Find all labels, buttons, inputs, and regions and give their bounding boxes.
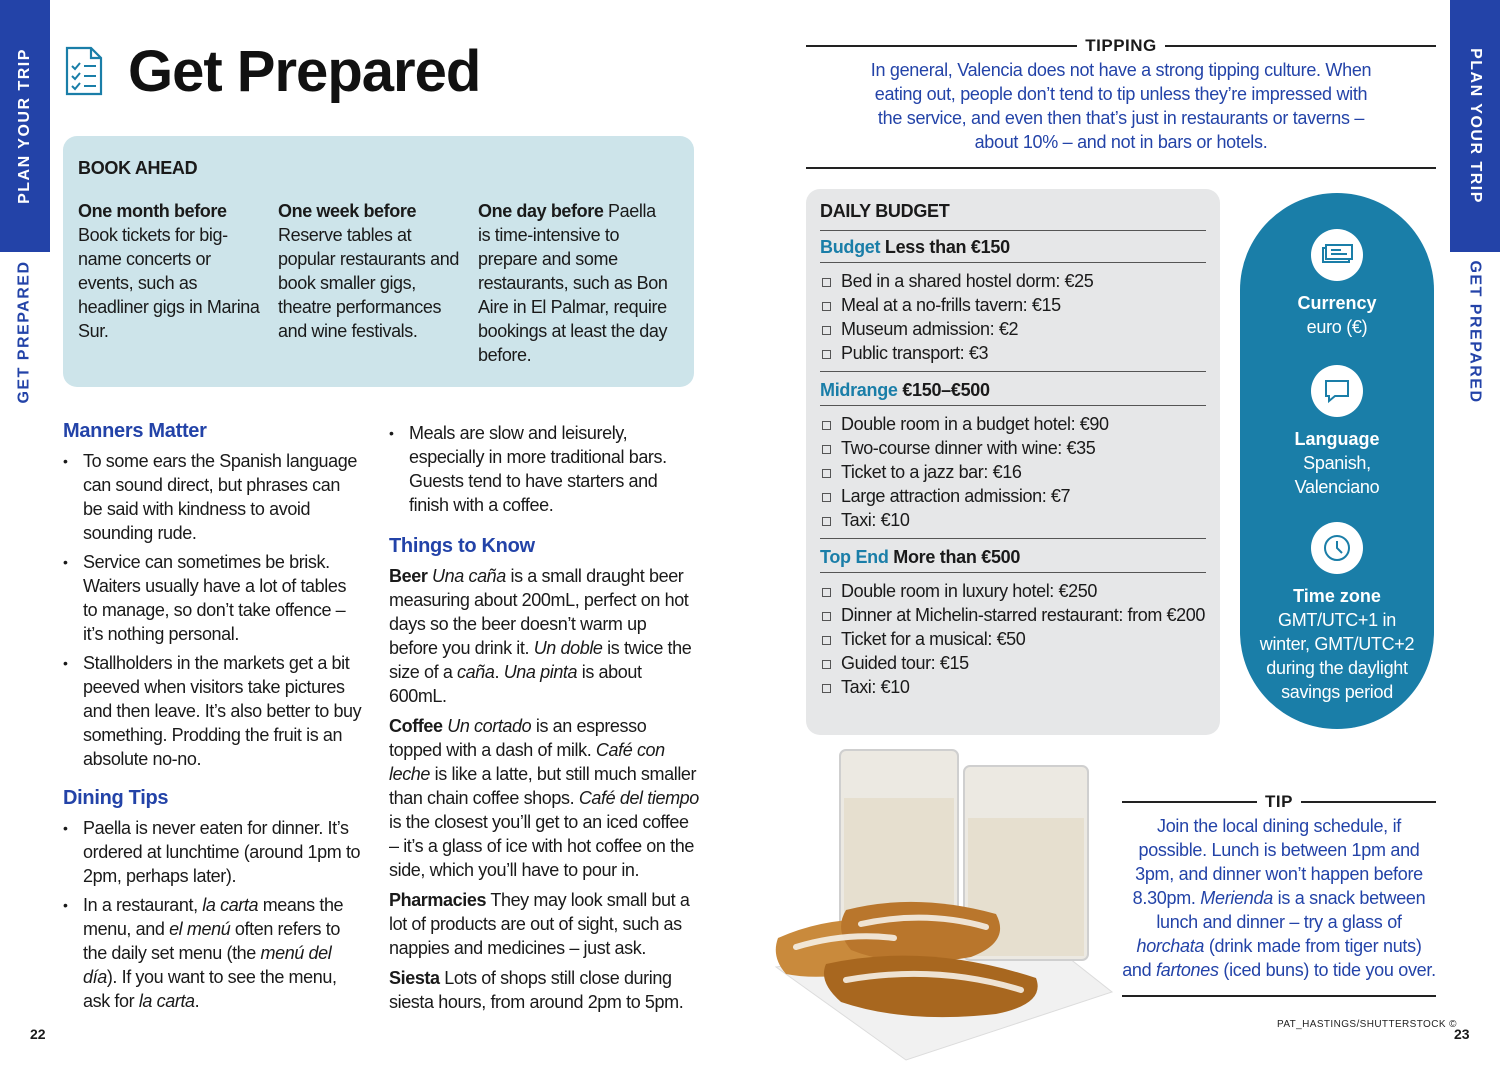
tipping-heading: TIPPING	[1085, 36, 1157, 55]
beer-paragraph: Beer Una caña is a small draught beer measuring about 200mL, perfect on hot days so the beer doesn’t warm up before you drink it. Un doble is twice the size of a caña. Una pinta is about 600mL.	[389, 566, 692, 706]
manners-heading: Manners Matter	[63, 420, 207, 442]
list-item: • Service can sometimes be brisk. Waiters usually have a lot of tables to manage, so don’t take offence – it’s nothing personal.	[63, 550, 363, 646]
list-item: • To some ears the Spanish language can sound direct, but phrases can be said with kindness to avoid sounding rude.	[63, 449, 363, 545]
dining-list	[63, 816, 363, 1013]
pharmacies-paragraph: Pharmacies They may look small but a lot of products are out of sight, such as nappies and medicines – just ask.	[389, 890, 690, 958]
book-ahead-text: Reserve tables at popular restaurants and book smaller gigs, theatre performances and wine festivals.	[278, 225, 459, 341]
list-item: Public transport: €3	[820, 341, 1206, 365]
list-item: Meal at a no-frills tavern: €15	[820, 293, 1206, 317]
timezone-label: Time zone	[1293, 586, 1381, 606]
list-item: • Paella is never eaten for dinner. It’s ordered at lunchtime (around 1pm to 2pm, perhaps later).	[63, 816, 363, 888]
tier-list	[820, 412, 1206, 539]
page-title: Get Prepared	[128, 39, 481, 104]
list-item: Double room in luxury hotel: €250	[820, 579, 1206, 603]
list-item: • Meals are slow and leisurely, especially in more traditional bars. Guests tend to have starters and finish with a coffee.	[389, 421, 699, 517]
currency-label: Currency	[1297, 293, 1377, 313]
tip-text: Join the local dining schedule, if possible. Lunch is between 1pm and 3pm, and dinner won’t happen before 8.30pm. Merienda is a snack between lunch and dinner – try a glass of horchata (drink made from tiger nuts) and fartones (iced buns) to tide you over.	[1122, 816, 1436, 980]
side-tab-plan-your-trip-right[interactable]	[1450, 0, 1500, 252]
side-tab-get-prepared-left[interactable]	[0, 252, 50, 412]
side-tab-label: PLAN YOUR TRIP	[1467, 48, 1485, 204]
checklist-icon	[63, 46, 105, 96]
side-tab-get-prepared-right[interactable]	[1450, 252, 1500, 412]
list-item: • Stallholders in the markets get a bit peeved when visitors take pictures and then leave. It’s also better to buy something. Prodding the fruit is an absolute no-no.	[63, 651, 363, 771]
list-item: Museum admission: €2	[820, 317, 1206, 341]
page-number-left: 22	[30, 1026, 46, 1042]
list-item: Ticket to a jazz bar: €16	[820, 460, 1206, 484]
language-info	[1240, 365, 1434, 499]
list-item: Taxi: €10	[820, 508, 1206, 532]
side-tab-label: PLAN YOUR TRIP	[16, 48, 34, 204]
banknotes-icon	[1311, 229, 1363, 281]
side-tab-plan-your-trip-left[interactable]	[0, 0, 50, 252]
book-ahead-lead: One week before	[278, 201, 417, 221]
dining-heading: Dining Tips	[63, 787, 169, 809]
tier-list	[820, 579, 1206, 705]
manners-list	[63, 449, 363, 771]
timezone-info	[1240, 522, 1434, 704]
coffee-paragraph: Coffee Un cortado is an espresso topped with a dash of milk. Café con leche is like a latte, but still much smaller than chain coffee shops. Café del tiempo is the closest you’ll get to an iced coffee – it’s a glass of ice with hot coffee on the side, which you’ll have to pour in.	[389, 716, 699, 880]
list-item: • In a restaurant, la carta means the menu, and el menú often refers to the daily set menu (the menú del día). If you want to see the menu, ask for la carta.	[63, 893, 363, 1013]
list-item: Two-course dinner with wine: €35	[820, 436, 1206, 460]
budget-heading: DAILY BUDGET	[820, 201, 1206, 231]
tier-heading: Midrange €150–€500	[820, 380, 1206, 406]
book-ahead-heading: BOOK AHEAD	[78, 158, 198, 178]
photo-credit: PAT_HASTINGS/SHUTTERSTOCK ©	[1277, 1019, 1457, 1030]
tier-heading: Budget Less than €150	[820, 237, 1206, 263]
currency-value: euro (€)	[1306, 317, 1368, 337]
side-tab-label: GET PREPARED	[1467, 260, 1484, 404]
daily-budget-box	[806, 189, 1220, 735]
manners-list-continued	[389, 421, 699, 517]
horchata-fartons-photo	[766, 742, 1116, 1062]
divider	[806, 167, 1436, 169]
language-value: Spanish, Valenciano	[1294, 453, 1380, 497]
tier-heading: Top End More than €500	[820, 547, 1206, 573]
quick-info-panel	[1240, 193, 1434, 729]
book-ahead-text: Paella is time-intensive to prepare and some restaurants, such as Bon Aire in El Palmar, require bookings at least the day before.	[478, 201, 668, 365]
side-tab-label: GET PREPARED	[16, 260, 33, 404]
list-item: Double room in a budget hotel: €90	[820, 412, 1206, 436]
clock-icon	[1311, 522, 1363, 574]
siesta-paragraph: Siesta Lots of shops still close during siesta hours, from around 2pm to 5pm.	[389, 968, 684, 1012]
middle-column	[389, 421, 699, 1020]
book-ahead-lead: One day before	[478, 201, 604, 221]
currency-info	[1240, 229, 1434, 339]
tip-header	[1122, 792, 1436, 812]
tipping-header	[806, 36, 1436, 56]
divider	[1122, 995, 1436, 997]
list-item: Dinner at Michelin-starred restaurant: from €200	[820, 603, 1206, 627]
list-item: Large attraction admission: €7	[820, 484, 1206, 508]
book-ahead-item	[478, 199, 678, 367]
tier-list	[820, 269, 1206, 372]
book-ahead-item	[78, 199, 278, 367]
list-item: Bed in a shared hostel dorm: €25	[820, 269, 1206, 293]
list-item: Taxi: €10	[820, 675, 1206, 699]
language-label: Language	[1294, 429, 1380, 449]
book-ahead-text: Book tickets for big-name concerts or events, such as headliner gigs in Marina Sur.	[78, 225, 260, 341]
list-item: Ticket for a musical: €50	[820, 627, 1206, 651]
tipping-text: In general, Valencia does not have a strong tipping culture. When eating out, people don’t tend to tip unless they’re impressed with the service, and even then that’s just in restaurants or taverns – about 10% – and not in bars or hotels.	[870, 60, 1372, 152]
speech-bubble-icon	[1311, 365, 1363, 417]
book-ahead-item	[278, 199, 478, 367]
list-item: Guided tour: €15	[820, 651, 1206, 675]
left-column	[63, 420, 363, 1018]
tip-heading: TIP	[1265, 792, 1293, 811]
page-number-right: 23	[1454, 1026, 1470, 1042]
timezone-value: GMT/UTC+1 in winter, GMT/UTC+2 during the daylight savings period	[1259, 610, 1415, 702]
book-ahead-lead: One month before	[78, 201, 227, 221]
book-ahead-box	[63, 136, 694, 387]
things-heading: Things to Know	[389, 535, 535, 557]
